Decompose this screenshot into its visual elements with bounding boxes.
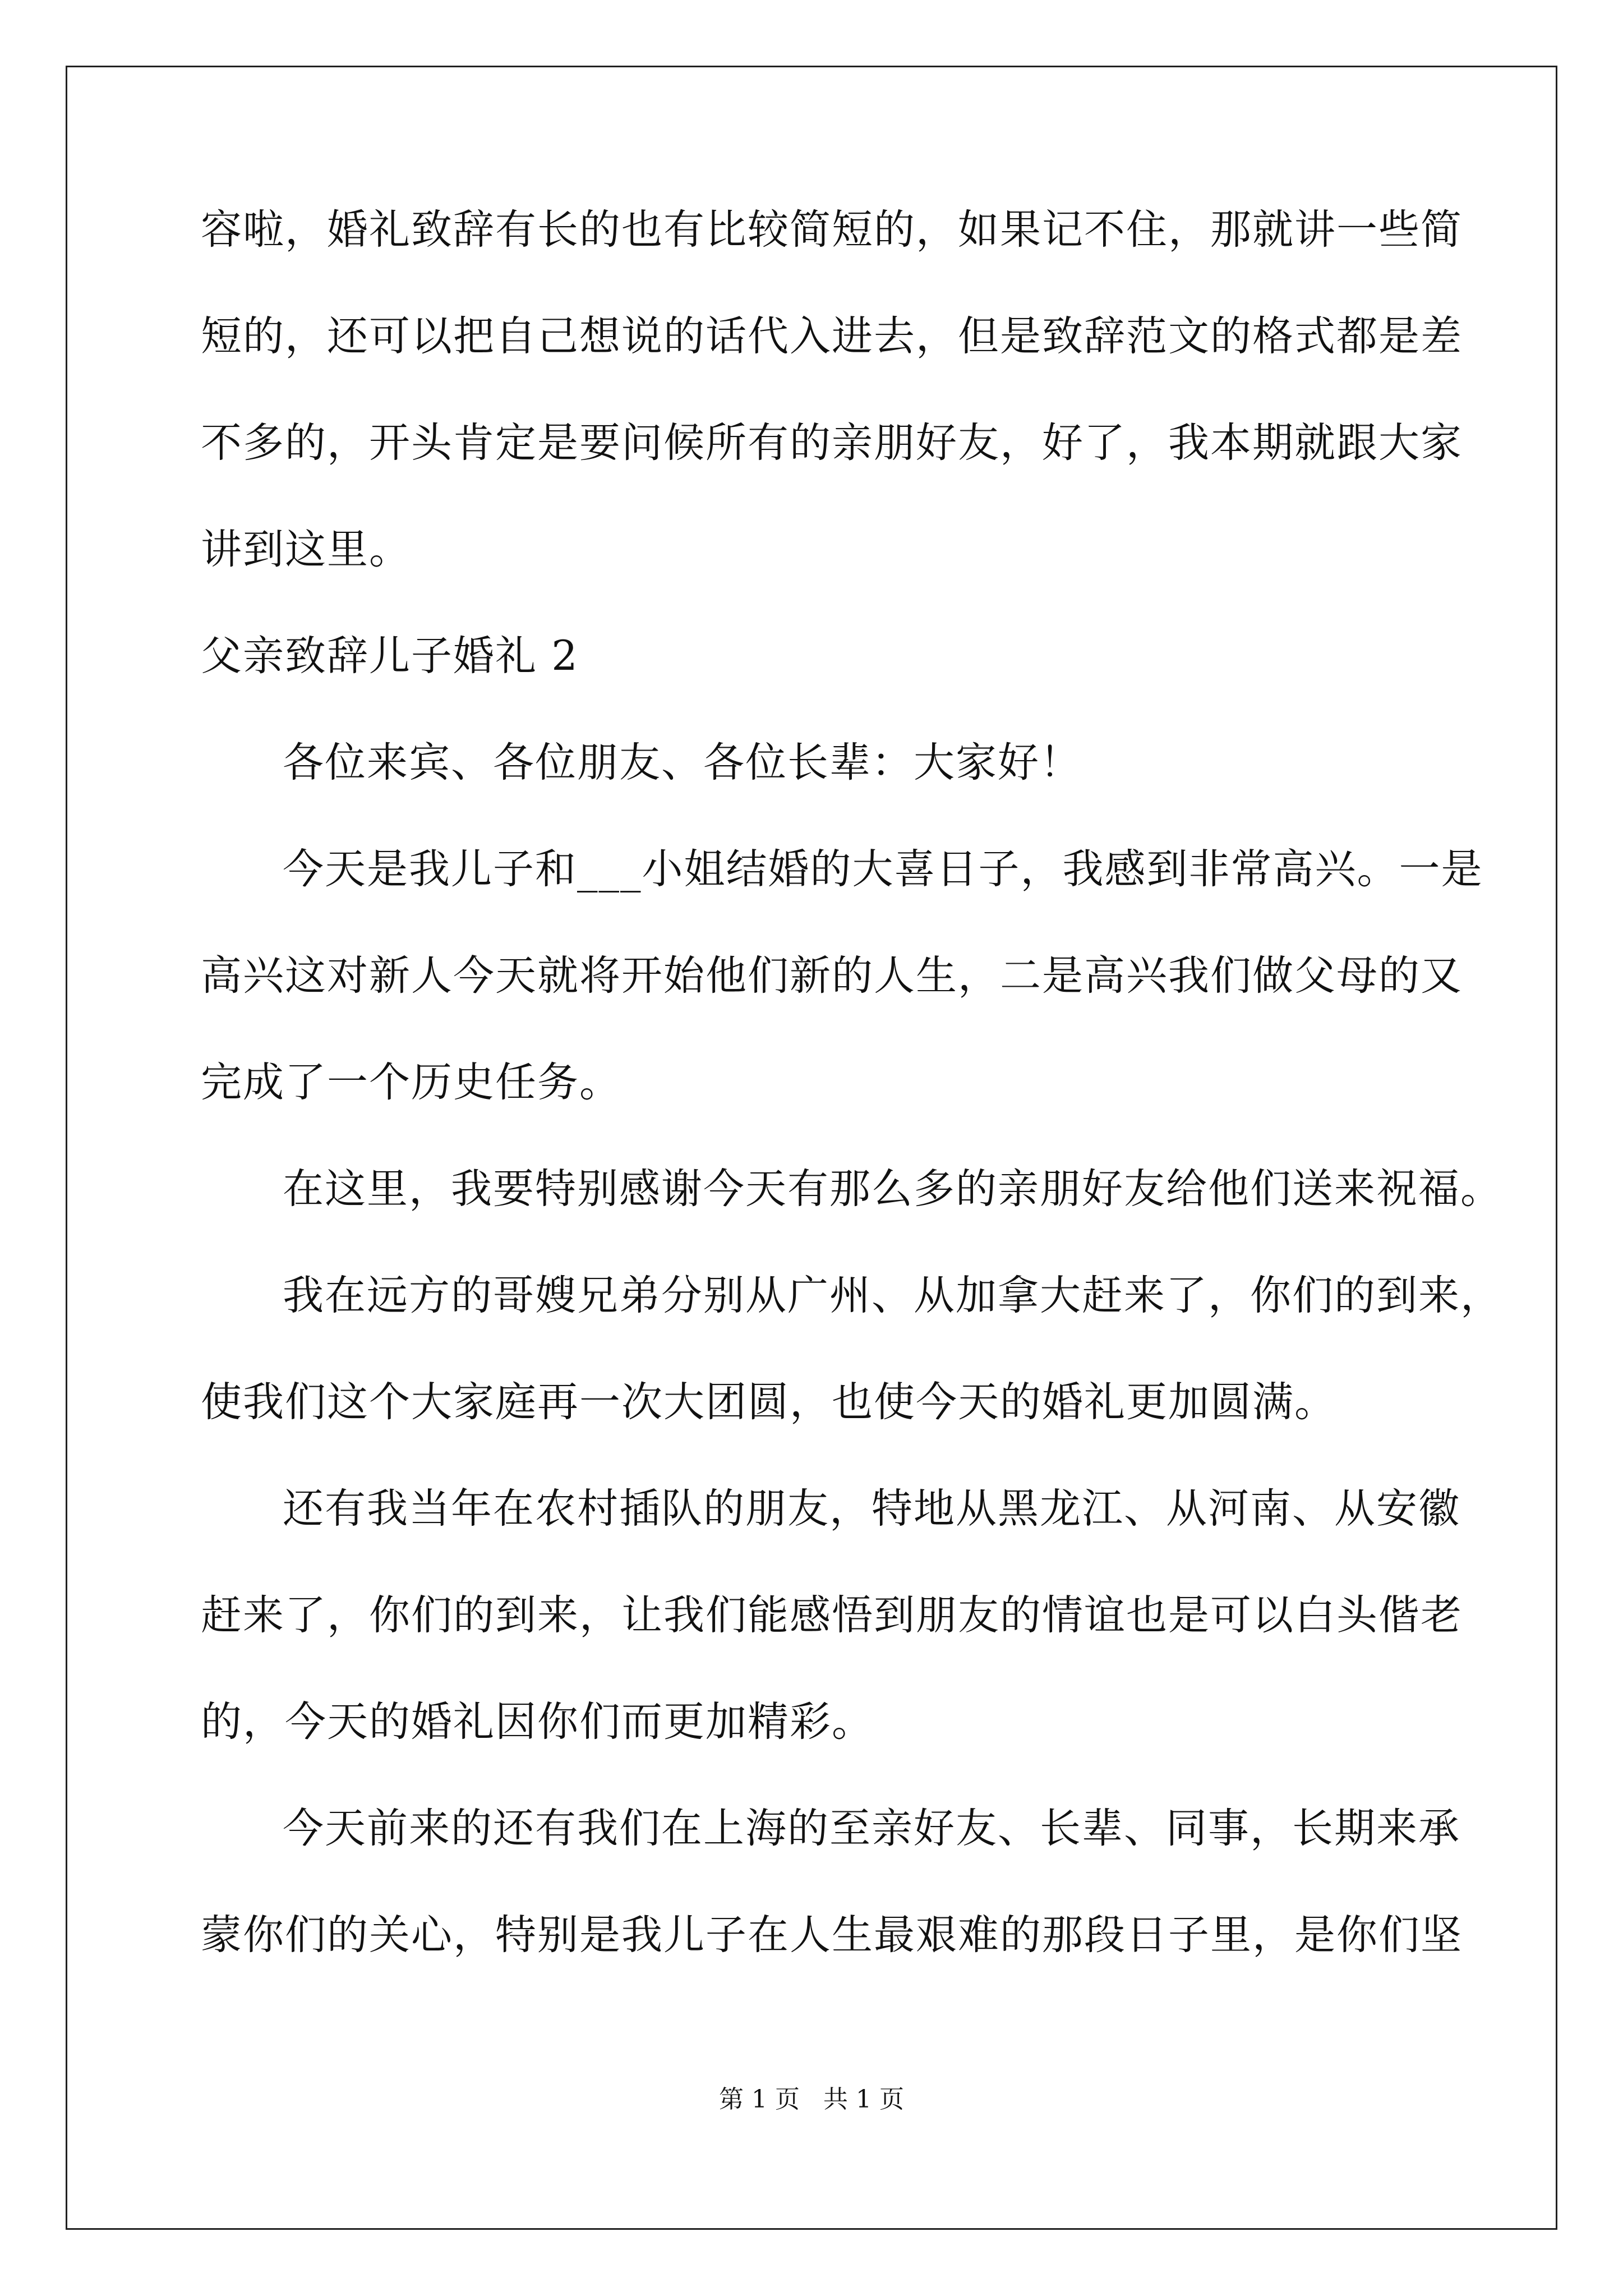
text-line: 蒙你们的关心，特别是我儿子在人生最艰难的那段日子里，是你们坚 bbox=[201, 1911, 1463, 1959]
text-line: 短的，还可以把自己想说的话代入进去，但是致辞范文的格式都是差 bbox=[201, 312, 1463, 360]
text-line: 完成了一个历史任务。 bbox=[201, 1059, 621, 1106]
text-line: 使我们这个大家庭再一次大团圆，也使今天的婚礼更加圆满。 bbox=[201, 1378, 1336, 1426]
text-line: 的，今天的婚礼因你们而更加精彩。 bbox=[201, 1698, 874, 1746]
text-line: 今天是我儿子和___小姐结婚的大喜日子，我感到非常高兴。一是 bbox=[283, 845, 1483, 893]
text-line: 赶来了，你们的到来，让我们能感悟到朋友的情谊也是可以白头偕老 bbox=[201, 1591, 1463, 1639]
text-line: 我在远方的哥嫂兄弟分别从广州、从加拿大赶来了，你们的到来， bbox=[283, 1272, 1502, 1319]
text-line: 还有我当年在农村插队的朋友，特地从黑龙江、从河南、从安徽 bbox=[283, 1485, 1460, 1533]
text-line: 不多的，开头肯定是要问候所有的亲朋好友，好了，我本期就跟大家 bbox=[201, 419, 1463, 467]
page-number: 第 1 页 bbox=[719, 2085, 800, 2114]
text-line: 在这里，我要特别感谢今天有那么多的亲朋好友给他们送来祝福。 bbox=[283, 1165, 1502, 1213]
text-line: 讲到这里。 bbox=[201, 526, 411, 573]
page-footer bbox=[0, 2083, 1623, 2116]
page-border bbox=[66, 66, 1557, 2230]
greeting-line: 各位来宾、各位朋友、各位长辈：大家好！ bbox=[283, 739, 1082, 786]
text-line: 容啦，婚礼致辞有长的也有比较简短的，如果记不住，那就讲一些简 bbox=[201, 206, 1463, 254]
page-total: 共 1 页 bbox=[823, 2085, 904, 2114]
text-line: 今天前来的还有我们在上海的至亲好友、长辈、同事，长期来承 bbox=[283, 1805, 1460, 1852]
section-heading: 父亲致辞儿子婚礼 2 bbox=[201, 632, 579, 680]
text-line: 高兴这对新人今天就将开始他们新的人生，二是高兴我们做父母的又 bbox=[201, 952, 1463, 1000]
